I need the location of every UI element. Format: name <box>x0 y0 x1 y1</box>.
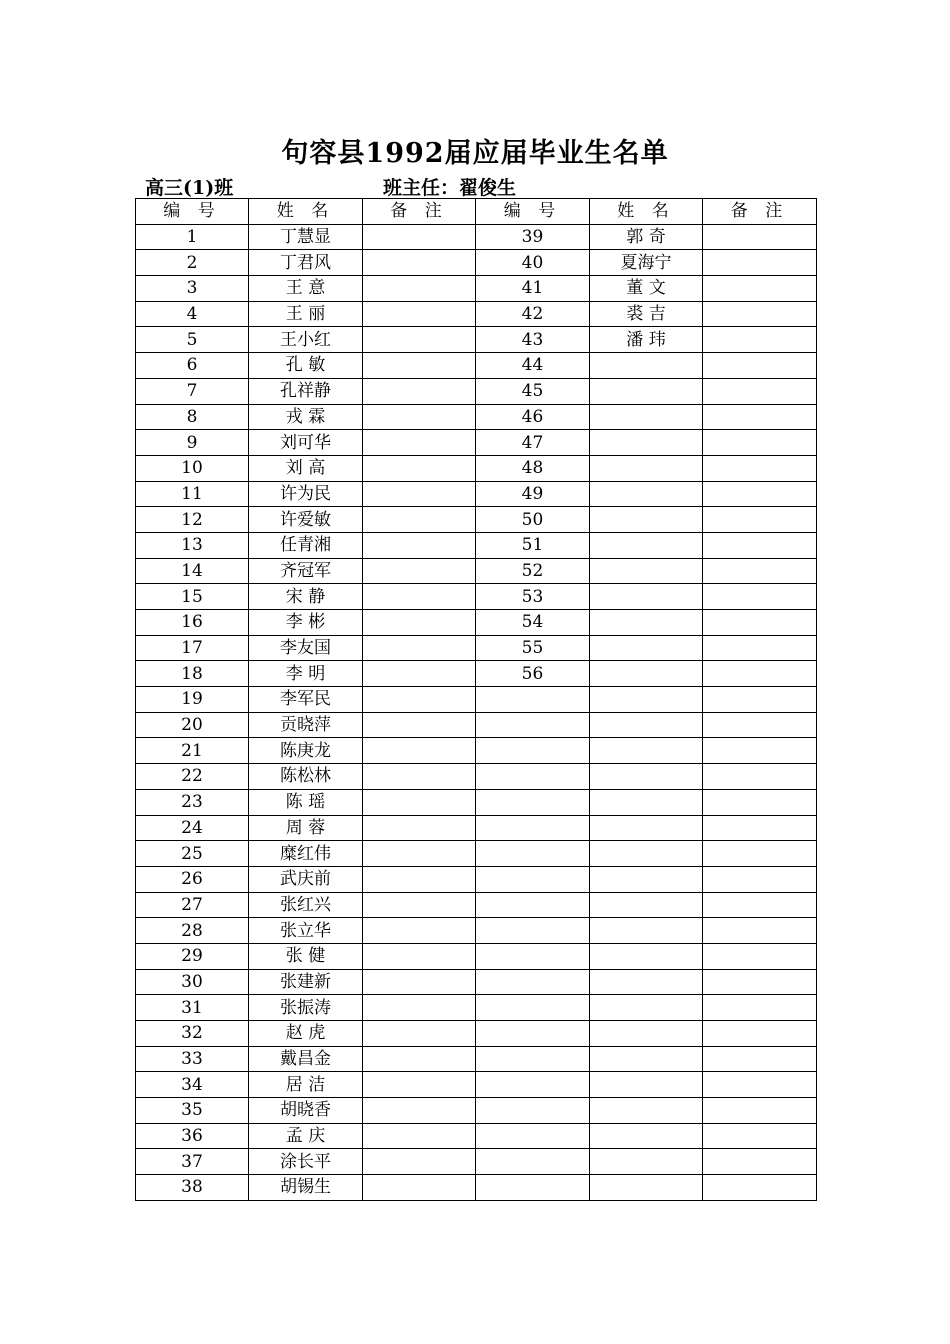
student-name: 王小红 <box>249 327 363 353</box>
column-header-name-left: 姓 名 <box>249 199 363 225</box>
remark-cell <box>363 353 476 379</box>
remark-cell <box>363 430 476 456</box>
student-name <box>590 378 703 404</box>
student-number <box>476 712 590 738</box>
remark-cell <box>703 1123 817 1149</box>
column-header-number-left: 编 号 <box>136 199 249 225</box>
remark-cell <box>703 661 817 687</box>
table-row <box>136 558 817 584</box>
student-number: 10 <box>136 455 249 481</box>
student-number: 25 <box>136 841 249 867</box>
student-number <box>476 1046 590 1072</box>
student-name: 宋 静 <box>249 584 363 610</box>
remark-cell <box>363 789 476 815</box>
class-name: 高三(1)班 <box>145 177 234 199</box>
page-title: 句容县1992届应届毕业生名单 <box>281 138 669 169</box>
student-number <box>476 995 590 1021</box>
student-number: 51 <box>476 532 590 558</box>
table-row <box>136 815 817 841</box>
student-name: 李 彬 <box>249 610 363 636</box>
table-row <box>136 918 817 944</box>
remark-cell <box>363 943 476 969</box>
remark-cell <box>363 250 476 276</box>
student-number: 27 <box>136 892 249 918</box>
remark-cell <box>363 815 476 841</box>
student-number: 35 <box>136 1098 249 1124</box>
table-row <box>136 738 817 764</box>
student-number: 42 <box>476 301 590 327</box>
student-number: 46 <box>476 404 590 430</box>
remark-cell <box>363 301 476 327</box>
student-number: 37 <box>136 1149 249 1175</box>
student-name: 涂长平 <box>249 1149 363 1175</box>
student-number: 20 <box>136 712 249 738</box>
student-name: 李友国 <box>249 635 363 661</box>
student-number <box>476 841 590 867</box>
student-number <box>476 1175 590 1201</box>
student-number: 38 <box>136 1175 249 1201</box>
column-header-remark-right: 备 注 <box>703 199 817 225</box>
student-name <box>590 918 703 944</box>
column-header-remark-left: 备 注 <box>363 199 476 225</box>
student-name <box>590 404 703 430</box>
student-name: 潘 玮 <box>590 327 703 353</box>
remark-cell <box>363 276 476 302</box>
student-name: 陈庚龙 <box>249 738 363 764</box>
table-row <box>136 995 817 1021</box>
remark-cell <box>363 918 476 944</box>
student-name: 王 丽 <box>249 301 363 327</box>
remark-cell <box>363 584 476 610</box>
remark-cell <box>363 1021 476 1047</box>
student-number: 8 <box>136 404 249 430</box>
table-row <box>136 1123 817 1149</box>
remark-cell <box>363 1072 476 1098</box>
table-row <box>136 507 817 533</box>
student-number: 56 <box>476 661 590 687</box>
table-row <box>136 943 817 969</box>
remark-cell <box>703 1021 817 1047</box>
remark-cell <box>703 789 817 815</box>
table-row <box>136 404 817 430</box>
table-row <box>136 378 817 404</box>
student-name <box>590 892 703 918</box>
remark-cell <box>363 610 476 636</box>
student-name: 居 洁 <box>249 1072 363 1098</box>
table-row <box>136 327 817 353</box>
remark-cell <box>363 892 476 918</box>
student-name: 陈 瑶 <box>249 789 363 815</box>
remark-cell <box>363 481 476 507</box>
remark-cell <box>703 327 817 353</box>
remark-cell <box>703 918 817 944</box>
student-number: 7 <box>136 378 249 404</box>
table-row <box>136 687 817 713</box>
remark-cell <box>703 1149 817 1175</box>
student-name <box>590 481 703 507</box>
student-name: 张振涛 <box>249 995 363 1021</box>
student-number: 36 <box>136 1123 249 1149</box>
remark-cell <box>363 841 476 867</box>
remark-cell <box>703 635 817 661</box>
student-name <box>590 815 703 841</box>
student-name: 李军民 <box>249 687 363 713</box>
remark-cell <box>703 943 817 969</box>
student-number: 11 <box>136 481 249 507</box>
student-name: 丁慧显 <box>249 224 363 250</box>
remark-cell <box>363 507 476 533</box>
table-row <box>136 1072 817 1098</box>
student-name <box>590 789 703 815</box>
student-number: 28 <box>136 918 249 944</box>
student-name <box>590 841 703 867</box>
student-name <box>590 1149 703 1175</box>
student-name <box>590 687 703 713</box>
student-number: 23 <box>136 789 249 815</box>
student-number <box>476 1123 590 1149</box>
student-name <box>590 764 703 790</box>
student-name: 张红兴 <box>249 892 363 918</box>
student-name: 董 文 <box>590 276 703 302</box>
remark-cell <box>363 995 476 1021</box>
student-name: 胡锡生 <box>249 1175 363 1201</box>
student-name <box>590 507 703 533</box>
student-number: 1 <box>136 224 249 250</box>
remark-cell <box>703 430 817 456</box>
student-name <box>590 943 703 969</box>
student-number: 6 <box>136 353 249 379</box>
remark-cell <box>703 404 817 430</box>
table-row <box>136 584 817 610</box>
student-number <box>476 1098 590 1124</box>
table-row <box>136 455 817 481</box>
student-number <box>476 892 590 918</box>
remark-cell <box>363 404 476 430</box>
student-number <box>476 687 590 713</box>
remark-cell <box>363 738 476 764</box>
student-name: 郭 奇 <box>590 224 703 250</box>
remark-cell <box>703 1175 817 1201</box>
remark-cell <box>363 558 476 584</box>
remark-cell <box>703 1046 817 1072</box>
remark-cell <box>703 558 817 584</box>
remark-cell <box>703 532 817 558</box>
student-number: 15 <box>136 584 249 610</box>
student-name: 孔 敏 <box>249 353 363 379</box>
remark-cell <box>703 815 817 841</box>
student-name: 李 明 <box>249 661 363 687</box>
student-number <box>476 815 590 841</box>
table-row <box>136 712 817 738</box>
remark-cell <box>703 841 817 867</box>
remark-cell <box>703 481 817 507</box>
student-number: 19 <box>136 687 249 713</box>
student-name: 刘 高 <box>249 455 363 481</box>
remark-cell <box>363 378 476 404</box>
student-number <box>476 1021 590 1047</box>
remark-cell <box>363 687 476 713</box>
student-name: 许为民 <box>249 481 363 507</box>
table-row <box>136 866 817 892</box>
student-name <box>590 635 703 661</box>
student-name: 张 健 <box>249 943 363 969</box>
column-header-number-right: 编 号 <box>476 199 590 225</box>
remark-cell <box>703 687 817 713</box>
student-number <box>476 789 590 815</box>
table-row <box>136 969 817 995</box>
student-number <box>476 866 590 892</box>
student-number: 55 <box>476 635 590 661</box>
remark-cell <box>703 507 817 533</box>
student-name: 孟 庆 <box>249 1123 363 1149</box>
student-name: 刘可华 <box>249 430 363 456</box>
remark-cell <box>363 866 476 892</box>
student-name <box>590 353 703 379</box>
remark-cell <box>703 610 817 636</box>
remark-cell <box>703 301 817 327</box>
student-number: 24 <box>136 815 249 841</box>
student-number: 3 <box>136 276 249 302</box>
remark-cell <box>363 712 476 738</box>
student-name <box>590 610 703 636</box>
student-name <box>590 1098 703 1124</box>
student-number: 40 <box>476 250 590 276</box>
student-number <box>476 1072 590 1098</box>
table-row <box>136 301 817 327</box>
student-number: 39 <box>476 224 590 250</box>
remark-cell <box>363 327 476 353</box>
header-row <box>136 199 817 225</box>
student-name <box>590 866 703 892</box>
table-row <box>136 353 817 379</box>
head-teacher: 班主任：翟俊生 <box>383 177 517 199</box>
student-number: 18 <box>136 661 249 687</box>
student-number: 48 <box>476 455 590 481</box>
student-name <box>590 995 703 1021</box>
student-name <box>590 532 703 558</box>
student-name: 周 蓉 <box>249 815 363 841</box>
student-number: 31 <box>136 995 249 1021</box>
student-number: 29 <box>136 943 249 969</box>
table-row <box>136 276 817 302</box>
table-row <box>136 841 817 867</box>
remark-cell <box>363 969 476 995</box>
roster-body <box>136 224 817 1200</box>
student-number: 2 <box>136 250 249 276</box>
student-number <box>476 764 590 790</box>
roster-table <box>135 198 817 1201</box>
table-row <box>136 1098 817 1124</box>
table-row <box>136 635 817 661</box>
student-name <box>590 1021 703 1047</box>
student-number: 22 <box>136 764 249 790</box>
remark-cell <box>703 353 817 379</box>
table-row <box>136 1175 817 1201</box>
remark-cell <box>703 892 817 918</box>
student-number: 47 <box>476 430 590 456</box>
table-row <box>136 224 817 250</box>
table-row <box>136 1021 817 1047</box>
student-number: 12 <box>136 507 249 533</box>
student-number: 41 <box>476 276 590 302</box>
student-number: 9 <box>136 430 249 456</box>
remark-cell <box>703 1098 817 1124</box>
remark-cell <box>703 995 817 1021</box>
student-number: 26 <box>136 866 249 892</box>
remark-cell <box>703 712 817 738</box>
remark-cell <box>703 276 817 302</box>
student-name: 齐冠军 <box>249 558 363 584</box>
student-name: 裘 吉 <box>590 301 703 327</box>
remark-cell <box>703 455 817 481</box>
student-name: 孔祥静 <box>249 378 363 404</box>
student-name: 夏海宁 <box>590 250 703 276</box>
student-number: 30 <box>136 969 249 995</box>
student-number <box>476 1149 590 1175</box>
remark-cell <box>703 969 817 995</box>
student-number: 44 <box>476 353 590 379</box>
table-row <box>136 481 817 507</box>
table-row <box>136 250 817 276</box>
student-number: 14 <box>136 558 249 584</box>
student-name: 张建新 <box>249 969 363 995</box>
table-row <box>136 1149 817 1175</box>
student-number: 45 <box>476 378 590 404</box>
student-name <box>590 712 703 738</box>
remark-cell <box>363 635 476 661</box>
remark-cell <box>363 1123 476 1149</box>
remark-cell <box>363 455 476 481</box>
student-name: 戎 霖 <box>249 404 363 430</box>
student-name: 贡晓萍 <box>249 712 363 738</box>
student-number <box>476 943 590 969</box>
remark-cell <box>703 584 817 610</box>
remark-cell <box>363 1175 476 1201</box>
remark-cell <box>363 224 476 250</box>
student-number: 49 <box>476 481 590 507</box>
student-name: 张立华 <box>249 918 363 944</box>
student-number: 50 <box>476 507 590 533</box>
student-number: 34 <box>136 1072 249 1098</box>
student-name: 任青湘 <box>249 532 363 558</box>
student-name <box>590 1175 703 1201</box>
student-name: 许爱敏 <box>249 507 363 533</box>
student-name <box>590 455 703 481</box>
remark-cell <box>363 661 476 687</box>
remark-cell <box>363 532 476 558</box>
remark-cell <box>363 1098 476 1124</box>
student-number: 21 <box>136 738 249 764</box>
remark-cell <box>703 224 817 250</box>
student-number: 5 <box>136 327 249 353</box>
student-number <box>476 918 590 944</box>
student-number <box>476 969 590 995</box>
student-name <box>590 661 703 687</box>
student-name: 胡晓香 <box>249 1098 363 1124</box>
student-number: 54 <box>476 610 590 636</box>
remark-cell <box>363 1046 476 1072</box>
student-name: 丁君风 <box>249 250 363 276</box>
table-row <box>136 532 817 558</box>
student-name <box>590 558 703 584</box>
student-name: 戴昌金 <box>249 1046 363 1072</box>
student-name: 糜红伟 <box>249 841 363 867</box>
student-number <box>476 738 590 764</box>
table-row <box>136 430 817 456</box>
student-name <box>590 1046 703 1072</box>
student-number: 16 <box>136 610 249 636</box>
table-row <box>136 789 817 815</box>
table-row <box>136 892 817 918</box>
table-row <box>136 661 817 687</box>
student-number: 32 <box>136 1021 249 1047</box>
remark-cell <box>363 1149 476 1175</box>
student-name <box>590 1072 703 1098</box>
table-row <box>136 1046 817 1072</box>
remark-cell <box>703 738 817 764</box>
remark-cell <box>703 250 817 276</box>
student-number: 52 <box>476 558 590 584</box>
student-number: 43 <box>476 327 590 353</box>
student-number: 13 <box>136 532 249 558</box>
table-row <box>136 764 817 790</box>
remark-cell <box>363 764 476 790</box>
student-name <box>590 430 703 456</box>
remark-cell <box>703 764 817 790</box>
student-name <box>590 584 703 610</box>
student-number: 33 <box>136 1046 249 1072</box>
student-name <box>590 969 703 995</box>
student-name: 赵 虎 <box>249 1021 363 1047</box>
student-name <box>590 738 703 764</box>
student-number: 53 <box>476 584 590 610</box>
column-header-name-right: 姓 名 <box>590 199 703 225</box>
remark-cell <box>703 1072 817 1098</box>
table-row <box>136 610 817 636</box>
student-number: 17 <box>136 635 249 661</box>
remark-cell <box>703 378 817 404</box>
remark-cell <box>703 866 817 892</box>
student-name: 武庆前 <box>249 866 363 892</box>
student-name: 王 意 <box>249 276 363 302</box>
student-number: 4 <box>136 301 249 327</box>
student-name <box>590 1123 703 1149</box>
student-name: 陈松林 <box>249 764 363 790</box>
